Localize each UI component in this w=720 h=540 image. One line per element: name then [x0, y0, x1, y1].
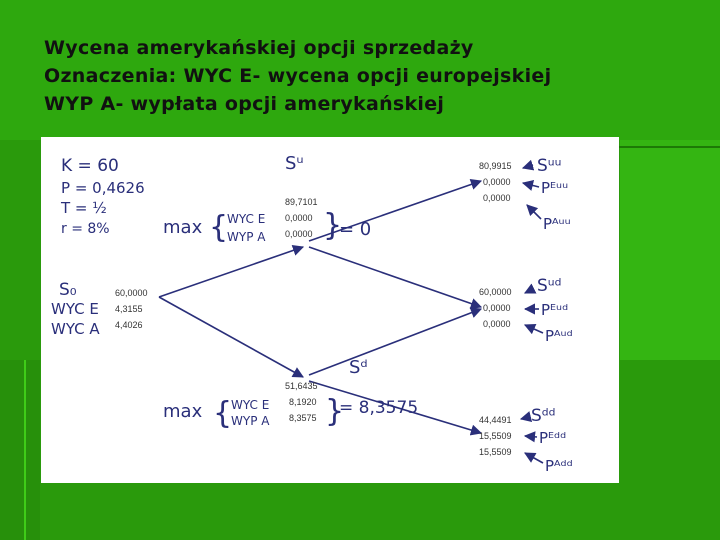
root-wyp-label: WYC A — [51, 320, 100, 338]
leaf-uu-pa-value: 0,0000 — [483, 193, 511, 203]
leaf-ud-pe-value: 0,0000 — [483, 303, 511, 313]
root-s-label: S₀ — [59, 280, 77, 300]
up-brace: { — [209, 210, 229, 245]
up-result: = 0 — [339, 219, 372, 240]
leaf-ud-pa-pointer — [525, 325, 543, 333]
leaf-dd-pa-label: Pᴬᵈᵈ — [545, 457, 573, 475]
leaf-uu-pe-pointer — [523, 183, 539, 187]
root-wyc-value: 4,3155 — [115, 304, 143, 314]
leaf-ud-s-value: 60,0000 — [479, 287, 512, 297]
edge-down-updown — [309, 309, 481, 375]
leaf-uu-s-label: Sᵘᵘ — [537, 156, 562, 176]
leaf-dd-s-label: Sᵈᵈ — [531, 406, 556, 426]
leaf-dd-s-value: 44,4491 — [479, 415, 512, 425]
up-max-text: max — [163, 217, 203, 238]
leaf-ud-pa-label: Pᴬᵘᵈ — [545, 327, 573, 345]
leaf-dd-pa-value: 15,5509 — [479, 447, 512, 457]
decorative-line — [24, 360, 26, 540]
edge-root-up — [159, 247, 303, 297]
edge-root-down — [159, 297, 303, 377]
leaf-dd-pe-pointer — [525, 436, 537, 437]
leaf-ud-pa-value: 0,0000 — [483, 319, 511, 329]
leaf-ud-s-label: Sᵘᵈ — [537, 276, 562, 296]
down-wyp-value: 8,3575 — [289, 413, 317, 423]
down-max-text: max — [163, 401, 203, 422]
root-s-value: 60,0000 — [115, 288, 148, 298]
leaf-uu-s-value: 80,9915 — [479, 161, 512, 171]
up-wyp-label: WYP A — [227, 230, 266, 244]
leaf-dd-pa-pointer — [525, 453, 543, 463]
param-t: T = ½ — [61, 199, 107, 217]
param-p: P = 0,4626 — [61, 179, 145, 197]
leaf-dd-pe-label: Pᴱᵈᵈ — [539, 429, 567, 447]
down-s-value: 51,6435 — [285, 381, 318, 391]
up-s-value: 89,7101 — [285, 197, 318, 207]
slide-background-band — [0, 360, 40, 540]
leaf-ud-pe-label: Pᴱᵘᵈ — [541, 301, 569, 319]
up-wyp-value: 0,0000 — [285, 229, 313, 239]
down-node-label: Sᵈ — [349, 357, 368, 378]
down-result: = 8,3575 — [339, 398, 419, 418]
down-wyc-value: 8,1920 — [289, 397, 317, 407]
binomial-tree-scan — [41, 137, 619, 483]
param-r: r = 8% — [61, 221, 110, 237]
down-brace: { — [213, 396, 233, 431]
edge-up-updown — [309, 247, 481, 307]
up-brace-close: } — [323, 208, 343, 243]
title-line-1: Wycena amerykańskiej opcji sprzedaży — [44, 37, 474, 59]
leaf-uu-s-pointer — [523, 165, 533, 168]
binomial-tree-diagram — [41, 137, 619, 483]
leaf-dd-pe-value: 15,5509 — [479, 431, 512, 441]
leaf-uu-pa-label: Pᴬᵘᵘ — [543, 215, 571, 233]
down-brace-close: } — [325, 394, 345, 429]
leaf-uu-pa-pointer — [527, 205, 541, 219]
up-wyc-value: 0,0000 — [285, 213, 313, 223]
title-line-3: WYP A- wypłata opcji amerykańskiej — [44, 93, 445, 115]
leaf-uu-pe-label: Pᴱᵘᵘ — [541, 179, 569, 197]
title-line-2: Oznaczenia: WYC E- wycena opcji europejskiej — [44, 65, 552, 87]
root-wyp-value: 4,4026 — [115, 320, 143, 330]
down-wyc-label: WYC E — [231, 398, 270, 412]
slide-title — [44, 34, 551, 118]
slide-background-band — [620, 140, 720, 360]
leaf-ud-s-pointer — [525, 289, 533, 293]
up-node-label: Sᵘ — [285, 153, 304, 174]
leaf-uu-pe-value: 0,0000 — [483, 177, 511, 187]
leaf-dd-s-pointer — [521, 417, 529, 419]
param-k: K = 60 — [61, 156, 119, 176]
up-wyc-label: WYC E — [227, 212, 266, 226]
root-wyc-label: WYC E — [51, 300, 99, 318]
down-wyp-label: WYP A — [231, 414, 270, 428]
